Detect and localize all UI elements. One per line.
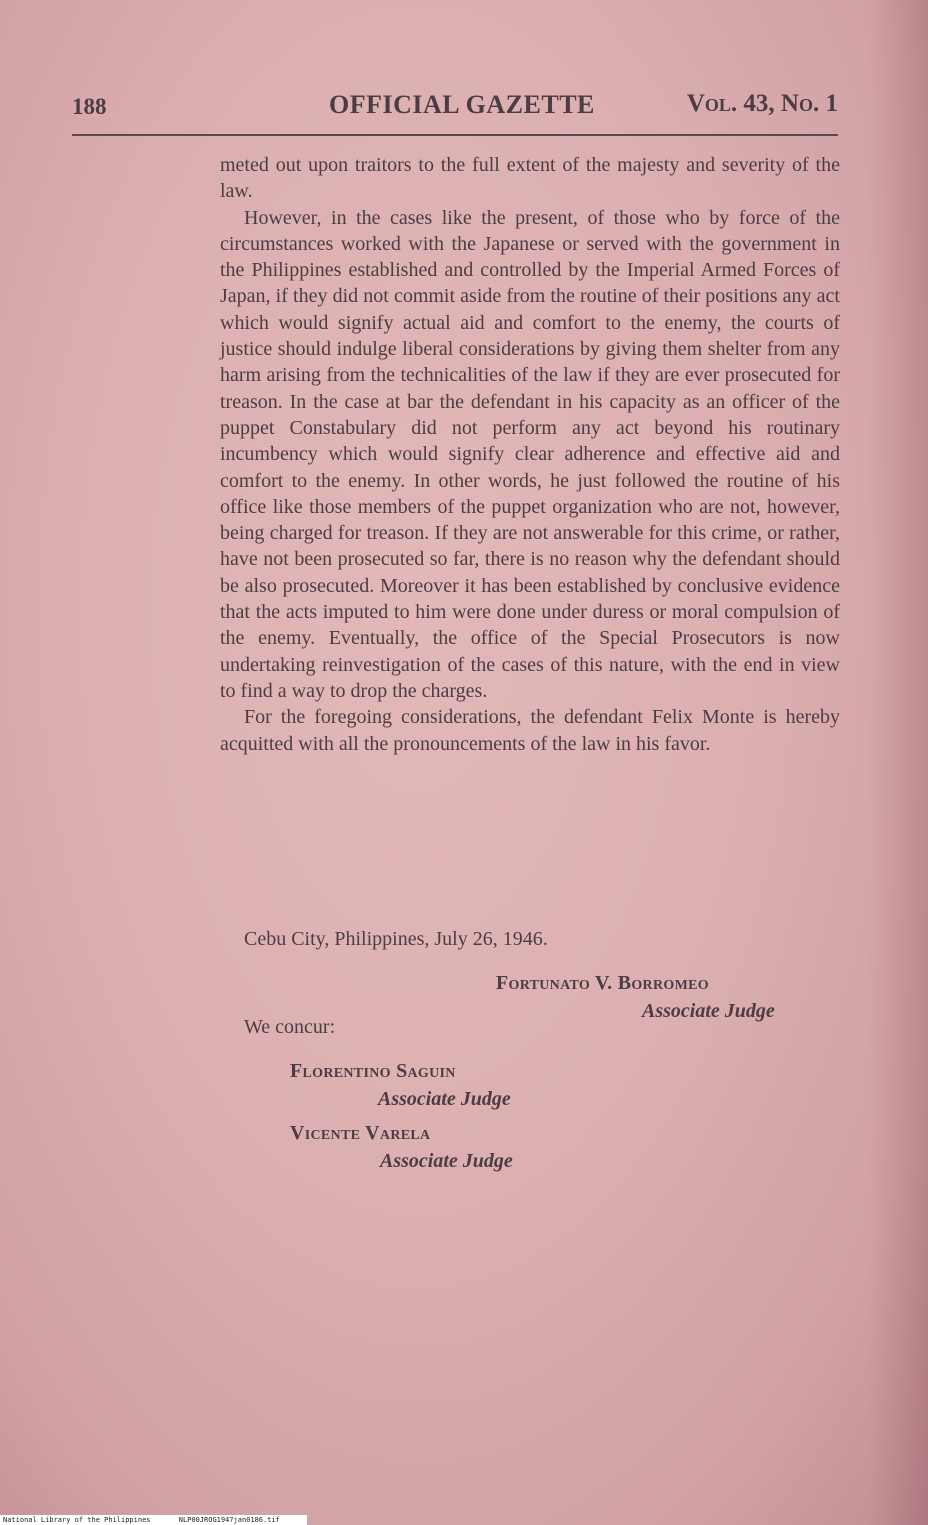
body-text	[220, 152, 840, 757]
signer-title: Associate Judge	[642, 1000, 775, 1022]
footer-file: NLP00JROG1947jan0186.tif	[178, 1516, 280, 1524]
concurring-judge-title: Associate Judge	[378, 1088, 511, 1110]
footer-library: National Library of the Philippines	[3, 1516, 151, 1524]
concurring-judge-title: Associate Judge	[380, 1150, 513, 1172]
concurring-judge-name: Vicente Varela	[290, 1122, 431, 1144]
paragraph: For the foregoing considerations, the defendant Felix Monte is hereby acquitted with all the pronouncements of the law in his favor.	[220, 706, 840, 755]
page-header	[72, 86, 838, 130]
header-rule	[72, 134, 838, 136]
signer-name: Fortunato V. Borromeo	[496, 972, 709, 994]
scan-footer	[0, 1515, 307, 1525]
dateline: Cebu City, Philippines, July 26, 1946.	[244, 928, 548, 950]
concur-label: We concur:	[244, 1016, 336, 1038]
concurring-judge-name: Florentino Saguin	[290, 1060, 456, 1082]
journal-title: OFFICIAL GAZETTE	[329, 90, 595, 119]
paragraph: meted out upon traitors to the full extent of the majesty and severity of the law.	[220, 154, 840, 203]
volume-number: Vol. 43, No. 1	[686, 90, 838, 117]
page-number: 188	[72, 94, 107, 119]
page-edge-shadow	[868, 0, 928, 1525]
paragraph: However, in the cases like the present, of those who by force of the circumstances worked with the Japanese or served with the government in the Philippines established and controlled by the Imperial Armed Forces of Japan, if they did not commit aside from the routine of their positions any act which would signify actual aid and comfort to the enemy, the courts of justice should indulge liberal considerations by giving them shelter from any harm arising from the technicalities of the law if they are ever prosecuted for treason. In the case at bar the defendant in his capacity as an officer of the puppet Constabulary did not perform any act beyond his routinary incumbency which would signify clear adherence and effective aid and comfort to the enemy. In other words, he just followed the routine of his office like those members of the puppet organization who are not, however, being charged for treason. If they are not answerable for this crime, or rather, have not been prosecuted so far, there is no reason why the defendant should be also prosecuted. Moreover it has been established by conclusive evidence that the acts imputed to him were done under duress or moral compulsion of the enemy. Eventually, the office of the Special Prosecutors is now undertaking reinvestigation of the cases of this nature, with the end in view to find a way to drop the charges.	[220, 206, 840, 702]
